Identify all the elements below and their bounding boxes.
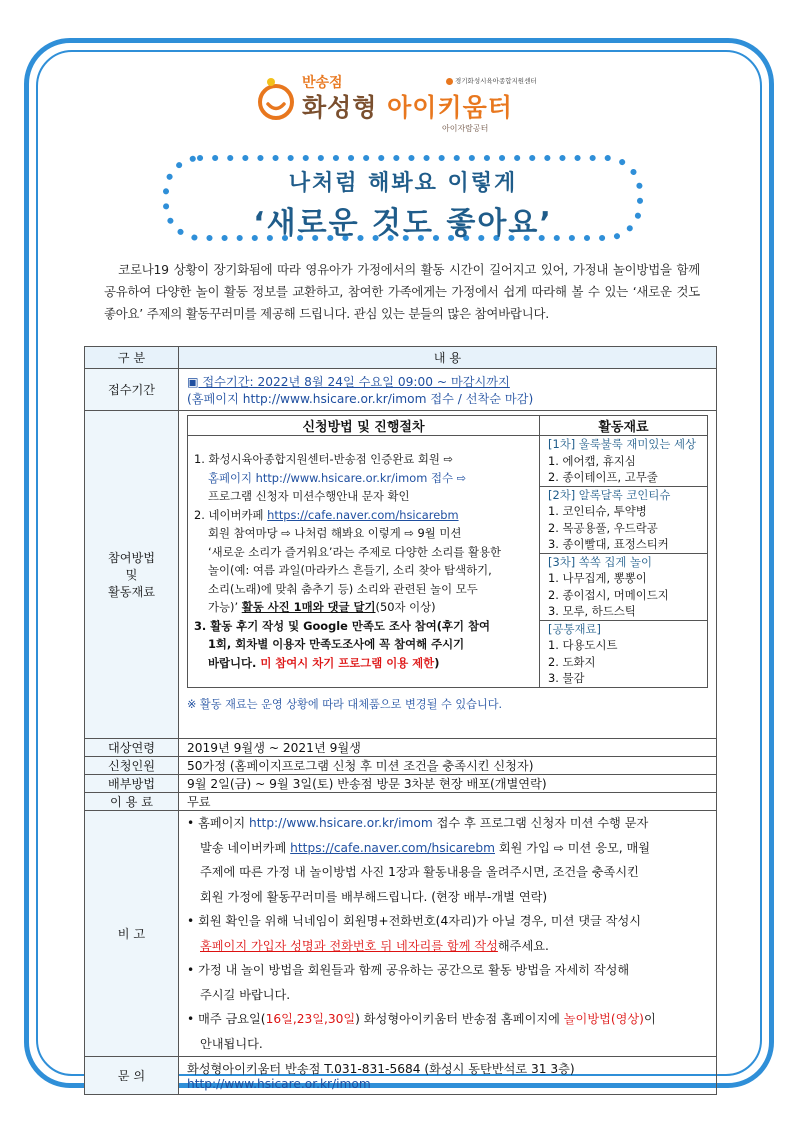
intro-paragraph: 코로나19 상황이 장기화됨에 따라 영유아가 가정에서의 활동 시간이 길어지고 있어, 가정내 놀이방법을 함께 공유하여 다양한 놀이 활동 정보를 교환하고, 참여한 가족에게는 가정에서 쉽게 따라해 볼 수 있는 ‘새로운 것도 좋아요’ 주제의 활동꾸러미를 제공해 드립니다. 관심 있는 분들의 많은 참여바랍니다.	[104, 262, 700, 321]
title-box	[160, 152, 646, 244]
cafe-link[interactable]: https://cafe.naver.com/hsicarebm	[267, 507, 459, 522]
period-link[interactable]: (홈페이지 http://www.hsicare.or.kr/imom 접수 / 선착순 마감)	[187, 391, 534, 406]
target-label: 대상연령	[85, 739, 179, 757]
method-cell	[179, 411, 717, 739]
method-note: ※ 활동 재료는 운영 상황에 따라 대체품으로 변경될 수 있습니다.	[187, 697, 503, 711]
contact-value: 화성형아이키움터 반송점 T.031-831-5684 (화성시 동탄반석로 31 3층) http://www.hsicare.or.kr/imom	[179, 1057, 717, 1095]
table-row	[85, 757, 717, 775]
note-label: 비 고	[85, 811, 179, 1057]
logo-branch: 반송점	[302, 75, 343, 91]
procedure-header: 신청방법 및 진행절차	[188, 416, 540, 436]
table-row	[85, 811, 717, 1057]
materials-round-3: [3차] 쏙쏙 집게 놀이 1. 나무집게, 뽕뽕이 2. 종이접시, 머메이드지 3. 모루, 하드스틱	[540, 553, 708, 620]
table-row	[85, 775, 717, 793]
fee-label: 이 용 료	[85, 793, 179, 811]
materials-common: [공통재료] 1. 다용도시트 2. 도화지 3. 물감	[540, 620, 708, 687]
distribution-label: 배부방법	[85, 775, 179, 793]
period-value: ▣ 접수기간: 2022년 8월 24일 수요일 09:00 ~ 마감시까지 (홈페이지 http://www.hsicare.or.kr/imom 접수 / 선착순 마감)	[179, 369, 717, 411]
procedure-steps: 1. 화성시육아종합지원센터-반송점 인증완료 회원 ⇨ 홈페이지 http://www.hsicare.or.kr/imom 접수 ⇨ 프로그램 신청자 미션수행안내 문자 확인 2. 네이버카페 https://cafe.naver.com/hsicarebm 회원 참여마당 ⇨ 나처럼 해봐요 이렇게 ⇨ 9월 미션 ‘새로운 소리가 즐거워요’라는 주제로 다양한 소리를 활용한 놀이(예: 여름 과일(마라카스 흔들기, 소리 찾아 탐색하기, 소리(노래)에 맞춰 춤추기 등) 소리와 관련된 놀이 모두 가능)’ 활동 사진 1매와 댓글 달기(50자 이상) 3. 활동 후기 작성 및 Google 만족도 조사 참여(후기 참여 1회, 회차별 이용자 만족도조사에 꼭 참여해 주시기 바랍니다. 미 참여시 차기 프로그램 이용 제한)	[188, 436, 540, 688]
info-table	[84, 346, 717, 1095]
people-label: 신청인원	[85, 757, 179, 775]
logo-tagline: 아이자람공터	[442, 124, 489, 133]
contact-label: 문 의	[85, 1057, 179, 1095]
note-value: • 홈페이지 http://www.hsicare.or.kr/imom 접수 후 프로그램 신청자 미션 수행 문자 발송 네이버카페 https://cafe.naver.com/hsicarebm 회원 가입 ⇨ 미션 응모, 매월 주제에 따른 가정 내 놀이방법 사진 1장과 활동내용을 올려주시면, 조건을 충족시킨 회원 가정에 활동꾸러미를 배부해드립니다. (현장 배부-개별 연락) • 회원 확인을 위해 닉네임이 회원명+전화번호(4자리)가 아닐 경우, 미션 댓글 작성시 홈페이지 가입자 성명과 전화번호 뒤 네자리를 함께 작성해주세요. • 가정 내 놀이 방법을 회원들과 함께 공유하는 공간으로 활동 방법을 자세히 작성해 주시길 바랍니다. • 매주 금요일(16일,23일,30일) 화성형아이키움터 반송점 홈페이지에 놀이방법(영상)이 안내됩니다.	[179, 811, 717, 1057]
materials-round-2: [2차] 알록달록 코인티슈 1. 코인티슈, 투약병 2. 목공용풀, 우드락공 3. 종이빨대, 표정스티커	[540, 486, 708, 553]
fee-value: 무료	[179, 793, 717, 811]
partner-logo: 경기화성시육아종합지원센터	[446, 76, 537, 85]
materials-header: 활동재료	[540, 416, 708, 436]
title-line-2: ‘새로운 것도 좋아요’	[253, 206, 553, 241]
table-row	[85, 1057, 717, 1095]
table-header-row	[85, 347, 717, 369]
distribution-value: 9월 2일(금) ~ 9월 3일(토) 반송점 방문 3차분 현장 배포(개별연락)	[179, 775, 717, 793]
table-row	[85, 739, 717, 757]
logo	[246, 66, 546, 140]
materials-round-1: [1차] 울룩불룩 재미있는 세상 1. 에어캡, 휴지심 2. 종이테이프, 고무줄	[540, 436, 708, 487]
table-row	[85, 411, 717, 739]
table-row	[85, 793, 717, 811]
method-label: 참여방법 및 활동재료	[85, 411, 179, 739]
method-inner-table	[187, 415, 708, 688]
contact-link[interactable]: http://www.hsicare.or.kr/imom	[187, 1077, 371, 1091]
title-line-1: 나처럼 해봐요 이렇게	[288, 171, 518, 196]
partner-dot-icon	[446, 78, 453, 85]
header-content: 내 용	[179, 347, 717, 369]
table-row	[85, 369, 717, 411]
logo-name: 화성형 아이키움터	[302, 93, 513, 122]
header-category: 구 분	[85, 347, 179, 369]
target-value: 2019년 9월생 ~ 2021년 9월생	[179, 739, 717, 757]
smile-face-icon	[254, 78, 298, 122]
people-value: 50가정 (홈페이지프로그램 신청 후 미션 조건을 충족시킨 신청자)	[179, 757, 717, 775]
period-label: 접수기간	[85, 369, 179, 411]
